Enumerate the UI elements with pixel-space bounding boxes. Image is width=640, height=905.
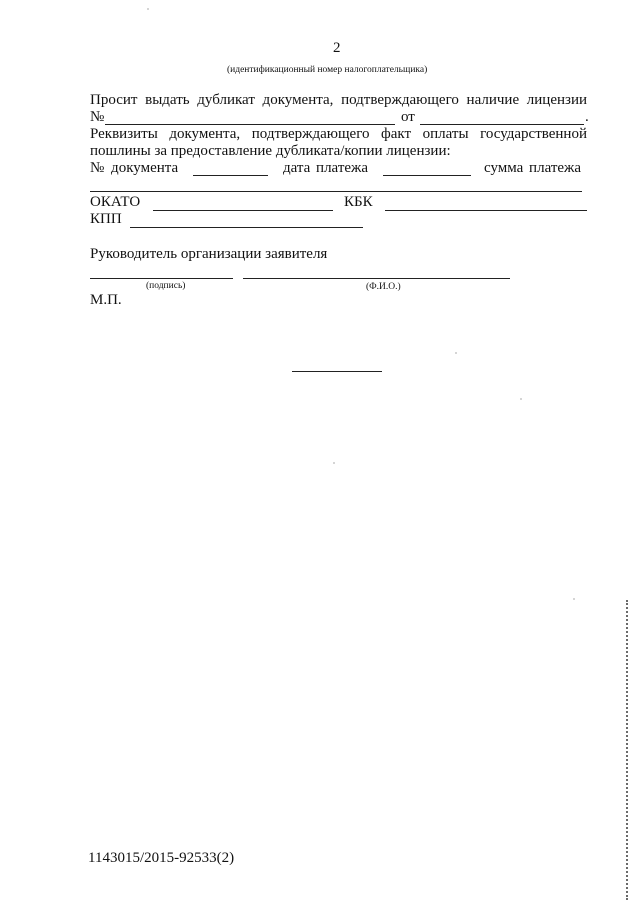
doc-number-label: № документа [90, 160, 179, 176]
kbk-label: КБК [344, 194, 373, 210]
from-label: от [401, 109, 415, 125]
fio-caption: (Ф.И.О.) [366, 282, 401, 292]
signature-caption: (подпись) [146, 281, 186, 291]
doc-number-blank[interactable] [193, 175, 268, 176]
signature-blank[interactable] [90, 278, 233, 279]
request-line: Просит выдать дубликат документа, подтверждающего наличие лицензии [90, 92, 587, 108]
kpp-blank[interactable] [130, 227, 363, 228]
okato-label: ОКАТО [90, 194, 141, 210]
scan-speck [573, 598, 575, 600]
kpp-label: КПП [90, 211, 122, 227]
payment-amount-label: сумма платежа [484, 160, 582, 176]
payment-date-blank[interactable] [383, 175, 471, 176]
page-number: 2 [333, 40, 341, 56]
binding-edge [626, 600, 628, 900]
taxpayer-id-caption: (идентификационный номер налогоплательщика) [227, 65, 428, 75]
license-date-blank[interactable] [420, 124, 584, 125]
line-end-period: . [585, 109, 589, 125]
scan-speck [147, 8, 149, 10]
scan-speck [520, 398, 522, 400]
okato-blank[interactable] [153, 210, 333, 211]
payment-heading-line1: Реквизиты документа, подтверждающего факт оплаты государственной [90, 126, 587, 142]
fio-blank[interactable] [243, 278, 510, 279]
document-id: 1143015/2015-92533(2) [88, 850, 235, 866]
kbk-blank[interactable] [385, 210, 587, 211]
payment-date-label: дата платежа [283, 160, 369, 176]
number-sign: № [90, 109, 105, 125]
license-number-blank[interactable] [105, 124, 395, 125]
head-of-organization-label: Руководитель организации заявителя [90, 246, 328, 262]
payment-heading-line2: пошлины за предоставление дубликата/копии лицензии: [90, 143, 451, 159]
seal-label: М.П. [90, 292, 122, 308]
end-separator-line [292, 371, 382, 372]
payment-amount-blank[interactable] [90, 191, 582, 192]
scan-speck [455, 352, 457, 354]
scan-speck [333, 462, 335, 464]
